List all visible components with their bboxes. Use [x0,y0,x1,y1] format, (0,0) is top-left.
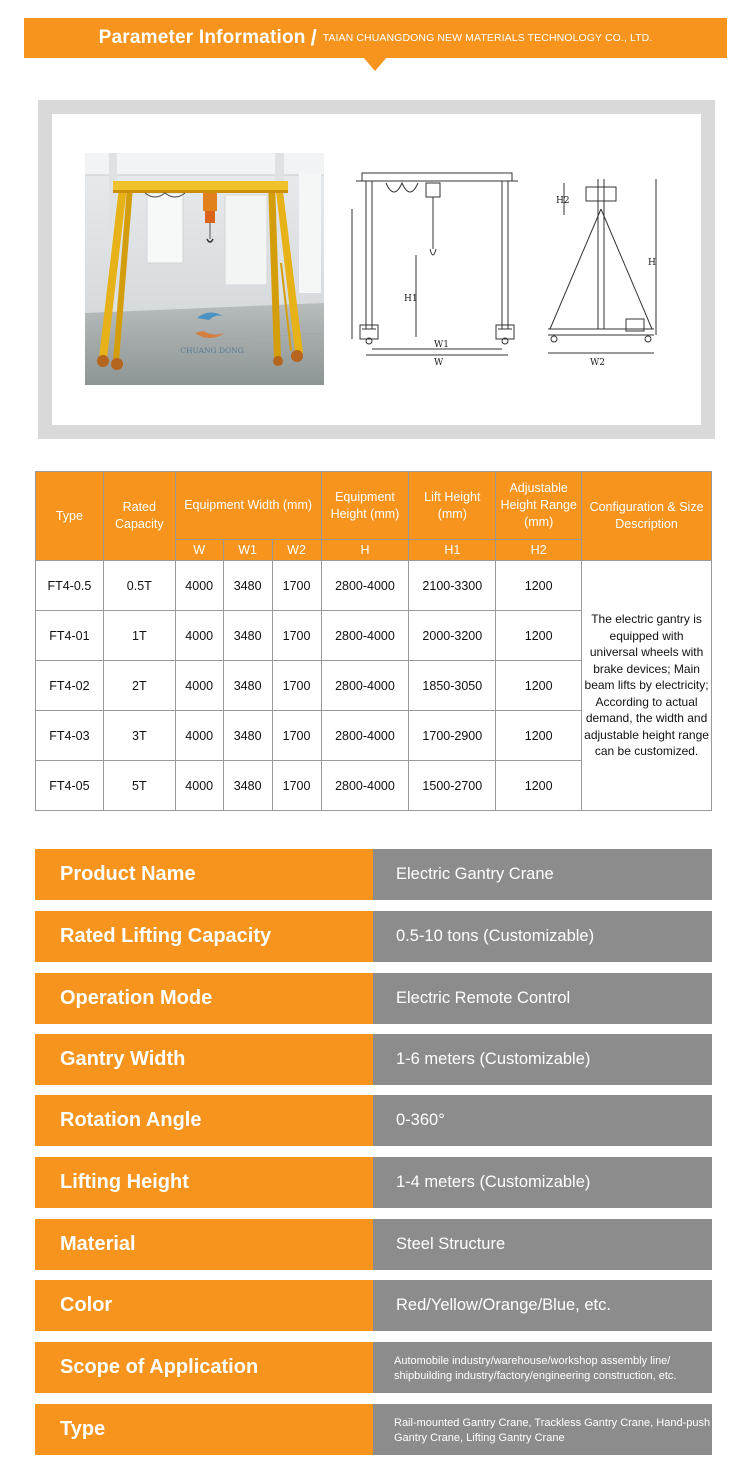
th-sub-w2: W2 [272,540,321,561]
th-equipment-width: Equipment Width (mm) [175,472,321,540]
cell: 1500-2700 [409,761,496,811]
attr-key: Scope of Application [35,1342,373,1393]
th-sub-h: H [321,540,409,561]
cell: 3T [103,711,175,761]
cell: 1200 [496,561,582,611]
attr-row-operation-mode [35,973,712,1024]
image-frame [38,100,715,439]
cell: FT4-05 [36,761,104,811]
th-adjustable-height: Adjustable Height Range (mm) [496,472,582,540]
attr-key: Type [35,1404,373,1455]
th-rated-capacity: Rated Capacity [103,472,175,561]
cell: 3480 [223,761,272,811]
cell: 3480 [223,561,272,611]
th-sub-h2: H2 [496,540,582,561]
cell: 2100-3300 [409,561,496,611]
attr-value: Electric Remote Control [373,973,712,1024]
label-h2: H2 [556,196,570,206]
cell: FT4-02 [36,661,104,711]
attr-value: 0.5-10 tons (Customizable) [373,911,712,962]
spec-table [35,471,712,811]
attr-row-gantry-width [35,1034,712,1085]
cell: 1200 [496,711,582,761]
attr-row-product-name [35,849,712,900]
banner-slash: / [310,25,317,50]
th-sub-w: W [175,540,223,561]
attr-row-scope-of-application [35,1342,712,1393]
attr-value: 1-4 meters (Customizable) [373,1157,712,1208]
cell: 4000 [175,711,223,761]
cell: 2800-4000 [321,561,409,611]
configuration-description: The electric gantry is equipped with universal wheels with brake devices; Main beam lifts by electricity; According to actual demand, the width and adjustable height range can be customized. [582,561,712,811]
cell: 1200 [496,661,582,711]
attr-key: Lifting Height [35,1157,373,1208]
cell: 4000 [175,561,223,611]
attr-value: Automobile industry/warehouse/workshop assembly line/ shipbuilding industry/factory/engineering construction, etc. [373,1342,712,1393]
cell: FT4-01 [36,611,104,661]
cell: 1700 [272,711,321,761]
cell: FT4-0.5 [36,561,104,611]
label-w2: W2 [590,358,605,368]
cell: 3480 [223,611,272,661]
cell: 3480 [223,661,272,711]
cell: 1700 [272,561,321,611]
th-sub-h1: H1 [409,540,496,561]
attr-value: Red/Yellow/Orange/Blue, etc. [373,1280,712,1331]
table-row [36,561,712,611]
attr-row-lifting-height [35,1157,712,1208]
banner-arrow-icon [363,57,387,71]
attr-value: Electric Gantry Crane [373,849,712,900]
attr-key: Product Name [35,849,373,900]
cell: 4000 [175,661,223,711]
image-frame-inner [52,114,701,425]
attr-key: Rated Lifting Capacity [35,911,373,962]
front-view-drawing [346,169,532,369]
attr-row-rotation-angle [35,1095,712,1146]
attr-key: Gantry Width [35,1034,373,1085]
cell: 5T [103,761,175,811]
attr-value: Steel Structure [373,1219,712,1270]
cell: 1200 [496,611,582,661]
cell: 2800-4000 [321,711,409,761]
cell: 1700 [272,661,321,711]
attr-key: Color [35,1280,373,1331]
attr-key: Rotation Angle [35,1095,373,1146]
attr-row-material [35,1219,712,1270]
label-w1: W1 [434,340,449,350]
cell: 1700 [272,761,321,811]
cell: 0.5T [103,561,175,611]
attr-value: Rail-mounted Gantry Crane, Trackless Gantry Crane, Hand-push Gantry Crane, Lifting Gantry Crane [373,1404,712,1455]
photo-watermark: CHUANG DONG [180,346,244,355]
label-h: H [648,258,656,268]
cell: 1850-3050 [409,661,496,711]
gantry-crane-photo [85,153,324,385]
cell: 1200 [496,761,582,811]
attr-row-type [35,1404,712,1455]
label-w: W [434,358,444,368]
cell: 1700 [272,611,321,661]
label-h1: H1 [404,294,418,304]
cell: 2T [103,661,175,711]
attr-key: Material [35,1219,373,1270]
attr-value: 1-6 meters (Customizable) [373,1034,712,1085]
cell: 4000 [175,611,223,661]
attr-row-rated-lifting-capacity [35,911,712,962]
banner-company: TAIAN CHUANGDONG NEW MATERIALS TECHNOLOGY CO., LTD. [322,32,653,44]
cell: 4000 [175,761,223,811]
header-banner [24,18,727,58]
th-equipment-height: Equipment Height (mm) [321,472,409,540]
cell: 2000-3200 [409,611,496,661]
th-configuration: Configuration & Size Description [582,472,712,561]
attr-key: Operation Mode [35,973,373,1024]
cell: 1700-2900 [409,711,496,761]
cell: FT4-03 [36,711,104,761]
th-sub-w1: W1 [223,540,272,561]
attr-value: 0-360° [373,1095,712,1146]
side-view-drawing [540,169,662,369]
attr-row-color [35,1280,712,1331]
banner-title: Parameter Information [98,27,306,48]
cell: 2800-4000 [321,761,409,811]
th-lift-height: Lift Height (mm) [409,472,496,540]
cell: 1T [103,611,175,661]
cell: 3480 [223,711,272,761]
th-type: Type [36,472,104,561]
cell: 2800-4000 [321,661,409,711]
cell: 2800-4000 [321,611,409,661]
